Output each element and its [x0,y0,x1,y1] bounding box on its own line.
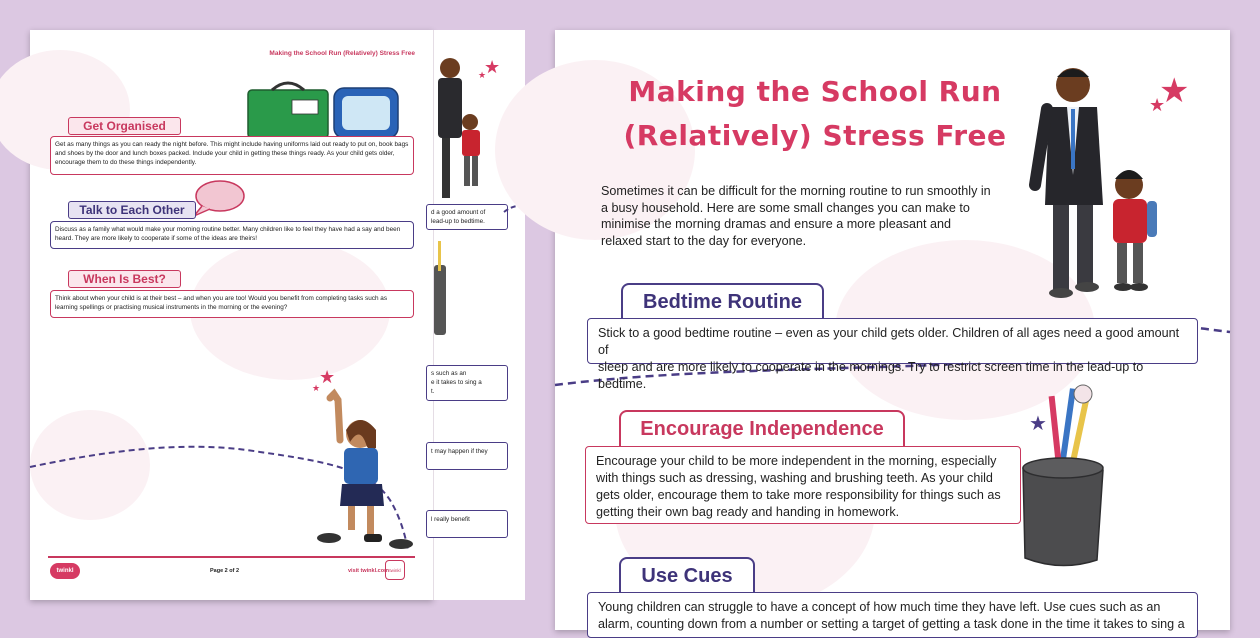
back-page [30,30,433,600]
shoe-icon [386,536,416,550]
pencil-pot-illustration [1005,378,1115,578]
section-text-get-organised: Get as many things as you can ready the night before. This might include having uniforms laid out ready to put on, book bags and shoes by the door and lunch boxes packed. Include your child in getting these things ready. As your child gets older, encourage them to do these things independently. [50,136,414,175]
section-title-independence: Encourage Independence [619,410,905,446]
page-header: Making the School Run (Relatively) Stress Free [269,50,415,57]
star-icon: ★ [319,367,336,387]
peek-text: l really benefit [431,516,470,523]
section-text-talk: Discuss as a family what would make your morning routine better. Many children like to feel they have had a say and been heard. They are more likely to cooperate if some of the ideas are theirs! [50,221,414,249]
section-title-talk: Talk to Each Other [68,201,196,219]
peek-box-1 [426,204,508,230]
school-bags-illustration [242,78,402,140]
peek-box-2 [426,365,508,401]
star-icon: ★ [1159,72,1190,110]
shoe-icon [314,530,344,544]
star-icon: ★ [1149,95,1166,115]
peek-text: t. [431,388,435,395]
section-title-get-organised: Get Organised [68,117,181,135]
section-text-independence: Encourage your child to be more independent in the morning, especially with things such as dressing, washing and brushing teeth. As your child gets older, encourage them to take more responsibility for things such as getting their own bag ready and handing in homework. [585,446,1021,524]
peek-text: d a good amount of [431,209,486,216]
peek-text: e it takes to sing a [431,379,482,386]
front-page [555,30,1230,630]
bedtime-line-1: Stick to a good bedtime routine – even as your child gets older. Children of all ages need a good amount of [598,326,1180,357]
section-title-use-cues: Use Cues [619,557,755,593]
cues-line-1: Young children can struggle to have a concept of how much time they have left. Use cues such as an [598,600,1161,614]
section-text-use-cues [587,592,1198,638]
dad-and-child-illustration [1027,65,1167,305]
speech-bubble-icon [190,178,246,220]
star-icon: ★ [484,57,501,77]
star-icon: ★ [312,383,321,393]
pencil-pot-illustration-small [434,235,452,335]
cues-line-2: alarm, counting down from a number or setting a target of getting a task done in the time it takes to sing a [598,617,1185,631]
bedtime-line-2: sleep and are more likely to cooperate in the mornings. Try to restrict screen time in the lead-up to bedtime. [598,360,1144,391]
section-title-bedtime: Bedtime Routine [621,283,824,319]
page-number: Page 2 of 2 [210,568,240,574]
twinkl-logo: twinkl [50,563,80,579]
peek-text: s such as an [431,370,467,377]
page-title [615,70,1015,158]
star-icon: ★ [1029,413,1047,435]
title-line-1: Making the School Run [628,75,1002,108]
peek-text: t may happen if they [431,448,488,455]
section-text-when-best: Think about when your child is at their best – and when you are too! Would you benefit from completing tasks such as learning spellings or practising musical instruments in the morning or the evening? [50,290,414,318]
footer-line [48,556,415,558]
footer-url: visit twinkl.com [348,568,389,574]
section-title-when-best: When Is Best? [68,270,181,288]
section-text-bedtime [587,318,1198,391]
girl-reaching-illustration [310,390,420,550]
peek-box-4 [426,510,508,538]
peek-text: lead-up to bedtime. [431,218,485,225]
star-icon: ★ [478,70,487,80]
footer-badge: twinkl [385,560,405,580]
intro-text: Sometimes it can be difficult for the morning routine to run smoothly in a busy household. Here are some small changes you can make to minimise the morning dramas and ensure a more pleasant and relaxed start to the day for everyone. [601,184,991,248]
title-line-2: (Relatively) Stress Free [623,119,1007,152]
peek-box-3 [426,442,508,470]
